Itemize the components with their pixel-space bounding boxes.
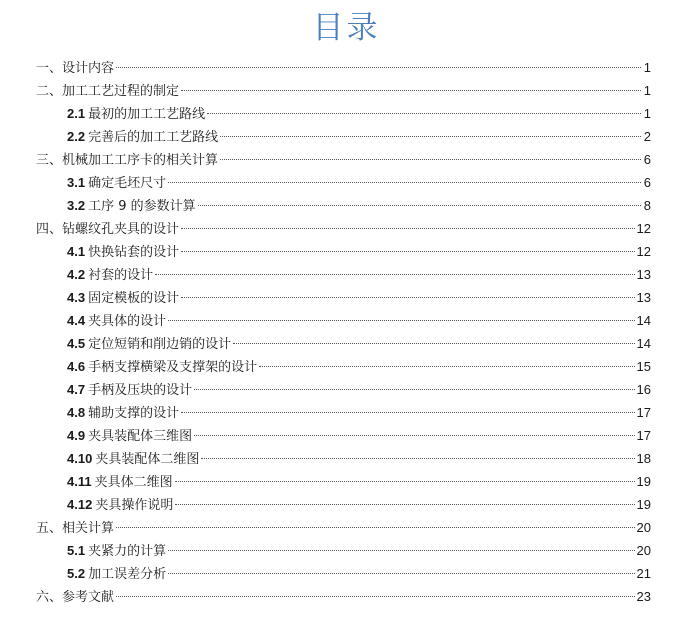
toc-dot-leader	[168, 182, 641, 183]
toc-section-entry[interactable]	[67, 172, 651, 194]
toc-entry-number: 4.6	[67, 359, 86, 374]
toc-section-entry[interactable]	[67, 333, 651, 355]
toc-entry-title: 夹紧力的计算	[88, 544, 167, 559]
toc-section-entry[interactable]	[67, 310, 651, 332]
toc-entry-title: 二、加工工艺过程的制定	[36, 84, 180, 99]
toc-dot-leader	[181, 297, 634, 298]
toc-entry-title: 夹具装配体二维图	[95, 452, 200, 467]
toc-entry-title: 五、相关计算	[36, 521, 115, 536]
toc-page-number: 1	[643, 106, 651, 121]
toc-page-number: 12	[636, 244, 651, 259]
toc-dot-leader	[116, 67, 641, 68]
toc-chapter-entry[interactable]	[36, 218, 651, 240]
toc-chapter-entry[interactable]	[36, 149, 651, 171]
toc-dot-leader	[198, 205, 641, 206]
toc-entry-number: 4.7	[67, 382, 86, 397]
toc-dot-leader	[181, 412, 634, 413]
toc-entry-number: 2.2	[67, 129, 86, 144]
toc-entry-number: 5.2	[67, 566, 86, 581]
toc-dot-leader	[194, 389, 634, 390]
toc-section-entry[interactable]	[67, 287, 651, 309]
toc-entry-title: 一、设计内容	[36, 61, 115, 76]
toc-page-number: 8	[643, 198, 651, 213]
toc-page-number: 20	[636, 520, 651, 535]
toc-section-entry[interactable]	[67, 103, 651, 125]
toc-page-number: 19	[636, 474, 651, 489]
toc-page-number: 21	[636, 566, 651, 581]
toc-section-entry[interactable]	[67, 264, 651, 286]
toc-entry-title: 手柄支撑横梁及支撑架的设计	[88, 360, 258, 375]
toc-entry-title: 最初的加工工艺路线	[88, 107, 206, 122]
page-title: 目录	[312, 10, 381, 46]
toc-page-number: 13	[636, 290, 651, 305]
toc-entry-title: 六、参考文献	[36, 590, 115, 605]
toc-entry-title: 加工误差分析	[88, 567, 167, 582]
toc-entry-number: 3.2	[67, 198, 86, 213]
toc-chapter-entry[interactable]	[36, 80, 651, 102]
toc-dot-leader	[181, 251, 634, 252]
toc-entry-number: 4.12	[67, 497, 93, 512]
toc-entry-number: 2.1	[67, 106, 86, 121]
toc-dot-leader	[207, 113, 641, 114]
toc-entry-number: 5.1	[67, 543, 86, 558]
toc-page-number: 1	[643, 83, 651, 98]
toc-page-number: 16	[636, 382, 651, 397]
toc-entry-title: 确定毛坯尺寸	[88, 176, 167, 191]
toc-dot-leader	[155, 274, 634, 275]
toc-section-entry[interactable]	[67, 402, 651, 424]
toc-entry-number: 4.2	[67, 267, 86, 282]
toc-dot-leader	[175, 481, 635, 482]
toc-entry-number: 4.11	[67, 474, 92, 489]
toc-dot-leader	[116, 527, 635, 528]
toc-dot-leader	[168, 550, 634, 551]
toc-chapter-entry[interactable]	[36, 517, 651, 539]
toc-dot-leader	[220, 159, 641, 160]
toc-page-number: 23	[636, 589, 651, 604]
toc-section-entry[interactable]	[67, 126, 651, 148]
toc-page-number: 6	[643, 175, 651, 190]
toc-entry-title: 夹具操作说明	[95, 498, 174, 513]
toc-section-entry[interactable]	[67, 448, 651, 470]
toc-entry-title: 快换钻套的设计	[88, 245, 180, 260]
toc-section-entry[interactable]	[67, 379, 651, 401]
toc-section-entry[interactable]	[67, 425, 651, 447]
toc-section-entry[interactable]	[67, 494, 651, 516]
toc-chapter-entry[interactable]	[36, 57, 651, 79]
toc-entry-title: 手柄及压块的设计	[88, 383, 193, 398]
toc-page-number: 12	[636, 221, 651, 236]
toc-page-number: 18	[636, 451, 651, 466]
toc-entry-number: 4.4	[67, 313, 86, 328]
toc-page-number: 13	[636, 267, 651, 282]
toc-entry-number: 4.5	[67, 336, 86, 351]
toc-entry-title: 三、机械加工工序卡的相关计算	[36, 153, 219, 168]
toc-section-entry[interactable]	[67, 195, 651, 217]
toc-entry-number: 4.10	[67, 451, 93, 466]
toc-dot-leader	[168, 573, 634, 574]
toc-dot-leader	[181, 228, 635, 229]
toc-page-number: 20	[636, 543, 651, 558]
toc-dot-leader	[233, 343, 634, 344]
toc-page-number: 17	[636, 405, 651, 420]
toc-page-number: 15	[636, 359, 651, 374]
toc-dot-leader	[201, 458, 634, 459]
toc-entry-number: 4.1	[67, 244, 86, 259]
toc-entry-title: 四、钻螺纹孔夹具的设计	[36, 222, 180, 237]
toc-page-number: 2	[643, 129, 651, 144]
toc-entry-title: 夹具体二维图	[94, 475, 173, 490]
toc-entry-title: 工序 9 的参数计算	[88, 199, 196, 214]
toc-entry-title: 固定模板的设计	[88, 291, 180, 306]
toc-dot-leader	[116, 596, 635, 597]
toc-entry-title: 定位短销和削边销的设计	[88, 337, 232, 352]
toc-section-entry[interactable]	[67, 356, 651, 378]
toc-section-entry[interactable]	[67, 471, 651, 493]
toc-entry-number: 4.8	[67, 405, 86, 420]
toc-dot-leader	[175, 504, 634, 505]
toc-dot-leader	[259, 366, 634, 367]
toc-page-number: 19	[636, 497, 651, 512]
toc-entry-title: 夹具装配体三维图	[88, 429, 193, 444]
toc-section-entry[interactable]	[67, 563, 651, 585]
toc-section-entry[interactable]	[67, 241, 651, 263]
toc-dot-leader	[181, 90, 641, 91]
toc-entry-title: 辅助支撑的设计	[88, 406, 180, 421]
toc-entry-number: 4.9	[67, 428, 86, 443]
toc-page-number: 6	[643, 152, 651, 167]
toc-entry-title: 夹具体的设计	[88, 314, 167, 329]
toc-chapter-entry[interactable]	[36, 586, 651, 608]
toc-dot-leader	[168, 320, 634, 321]
toc-page-number: 1	[643, 60, 651, 75]
toc-page-number: 14	[636, 313, 651, 328]
toc-dot-leader	[194, 435, 634, 436]
toc-entry-number: 3.1	[67, 175, 86, 190]
toc-page-number: 14	[636, 336, 651, 351]
toc-page-number: 17	[636, 428, 651, 443]
toc-entry-title: 衬套的设计	[88, 268, 154, 283]
toc-entry-number: 4.3	[67, 290, 86, 305]
toc-dot-leader	[220, 136, 641, 137]
toc-section-entry[interactable]	[67, 540, 651, 562]
toc-entry-title: 完善后的加工工艺路线	[88, 130, 219, 145]
